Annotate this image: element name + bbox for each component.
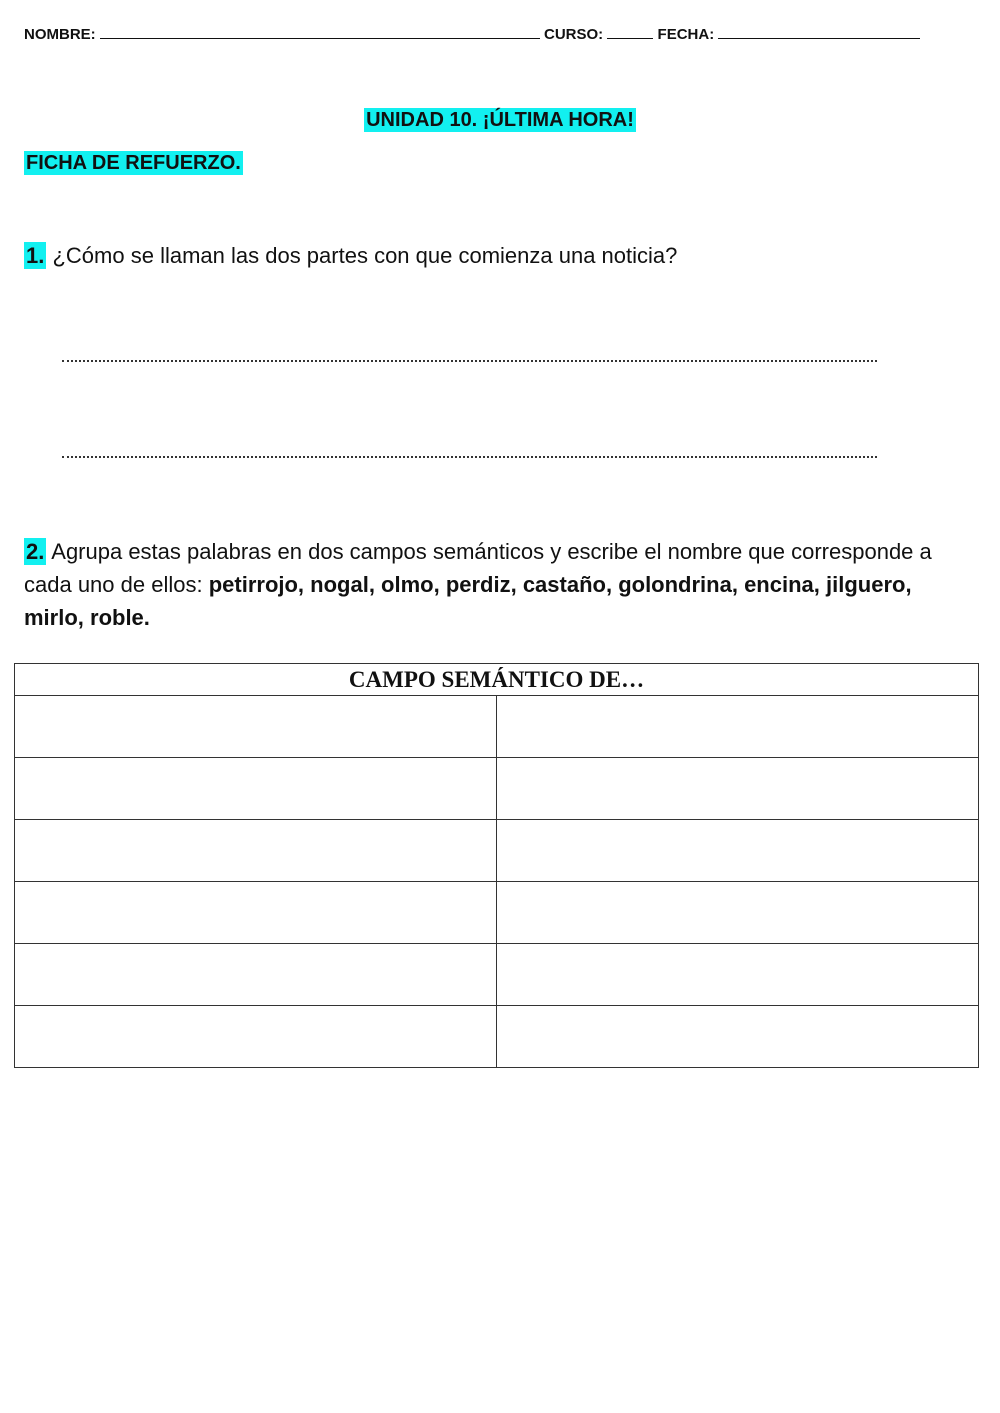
question-2: [24, 535, 974, 634]
table-cell[interactable]: [15, 882, 497, 944]
table-cell[interactable]: [497, 944, 979, 1006]
table-cell[interactable]: [15, 820, 497, 882]
question-2-number: 2.: [26, 539, 45, 564]
question-2-text: Agrupa estas palabras en dos campos semánticos y escribe el nombre que corresponde a cada uno de ellos:: [24, 539, 932, 597]
table-cell[interactable]: [15, 758, 497, 820]
answer-line-2[interactable]: [62, 456, 877, 458]
table-cell[interactable]: [15, 1006, 497, 1068]
table-cell[interactable]: [15, 944, 497, 1006]
nombre-label: NOMBRE:: [24, 26, 96, 43]
table-header-row: [15, 664, 979, 696]
semantic-field-table: [14, 663, 979, 1068]
unit-title-text: UNIDAD 10. ¡ÚLTIMA HORA!: [366, 109, 634, 131]
table-header: CAMPO SEMÁNTICO DE…: [15, 664, 979, 696]
table-row: [15, 882, 979, 944]
student-info-header: [24, 24, 944, 43]
question-1-text: ¿Cómo se llaman las dos partes con que comienza una noticia?: [52, 243, 678, 268]
table-cell[interactable]: [497, 1006, 979, 1068]
table-row: [15, 820, 979, 882]
table-cell[interactable]: [497, 882, 979, 944]
table-row: [15, 758, 979, 820]
table-cell[interactable]: [497, 696, 979, 758]
fecha-field[interactable]: [718, 24, 920, 39]
fecha-label: FECHA:: [657, 26, 715, 43]
nombre-field[interactable]: [100, 24, 540, 39]
table-row: [15, 944, 979, 1006]
unit-title: [0, 109, 1000, 132]
sheet-type-text: FICHA DE REFUERZO.: [26, 152, 241, 174]
curso-label: CURSO:: [544, 26, 604, 43]
sheet-type: [24, 152, 243, 175]
table-cell[interactable]: [497, 820, 979, 882]
question-1: [24, 242, 677, 271]
question-1-number: 1.: [26, 243, 45, 268]
table-row: [15, 1006, 979, 1068]
table-cell[interactable]: [15, 696, 497, 758]
table-cell[interactable]: [497, 758, 979, 820]
answer-line-1[interactable]: [62, 360, 877, 362]
question-2-words: petirrojo, nogal, olmo, perdiz, castaño, golondrina, encina, jilguero, mirlo, roble.: [24, 572, 912, 630]
curso-field[interactable]: [607, 24, 653, 39]
table-row: [15, 696, 979, 758]
